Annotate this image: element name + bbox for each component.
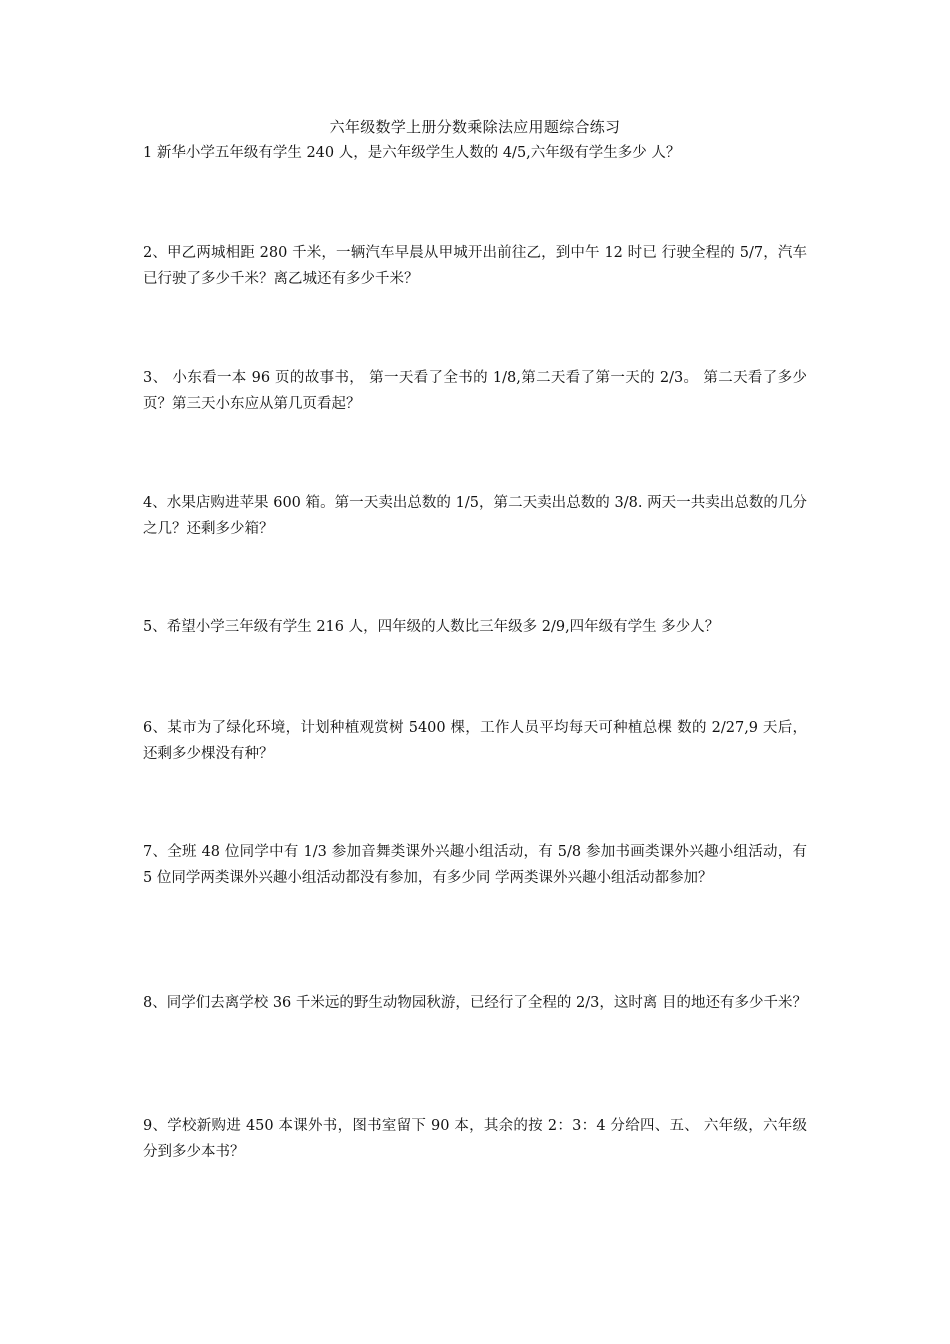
question-9: 9、学校新购进 450 本课外书，图书室留下 90 本，其余的按 2：3：4 分给四、五、 六年级，六年级分到多少本书？ bbox=[143, 1118, 807, 1160]
question-7: 7、全班 48 位同学中有 1/3 参加音舞类课外兴趣小组活动，有 5/8 参加书画类课外兴趣小组活动，有 5 位同学两类课外兴趣小组活动都没有参加，有多少同 学两类课外兴趣小组活动都参加？ bbox=[143, 844, 807, 886]
question-4: 4、水果店购进苹果 600 箱。第一天卖出总数的 1/5，第二天卖出总数的 3/8. 两天一共卖出总数的几分之几？还剩多少箱？ bbox=[143, 495, 807, 537]
question-8: 8、同学们去离学校 36 千米远的野生动物园秋游，已经行了全程的 2/3，这时离 目的地还有多少千米？ bbox=[143, 995, 807, 1011]
question-1: 1 新华小学五年级有学生 240 人，是六年级学生人数的 4/5,六年级有学生多少 人？ bbox=[143, 145, 681, 161]
question-5: 5、希望小学三年级有学生 216 人，四年级的人数比三年级多 2/9,四年级有学生 多少人？ bbox=[143, 619, 720, 635]
question-2: 2、甲乙两城相距 280 千米，一辆汽车早晨从甲城开出前往乙，到中午 12 时已 行驶全程的 5/7，汽车已行驶了多少千米？离乙城还有多少千米？ bbox=[143, 245, 807, 287]
question-3: 3、 小东看一本 96 页的故事书， 第一天看了全书的 1/8,第二天看了第一天的 2/3。 第二天看了多少页？第三天小东应从第几页看起？ bbox=[143, 370, 807, 412]
document-title: 六年级数学上册分数乘除法应用题综合练习 bbox=[329, 118, 621, 136]
question-6: 6、某市为了绿化环境，计划种植观赏树 5400 棵，工作人员平均每天可种植总棵 数的 2/27,9 天后，还剩多少棵没有种？ bbox=[143, 720, 807, 762]
